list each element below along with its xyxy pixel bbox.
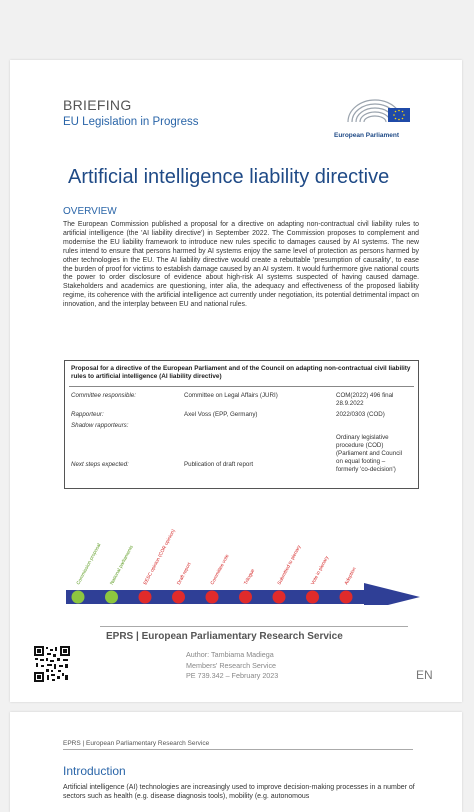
- procedure-type-1: Ordinary legislative: [336, 434, 389, 441]
- com-reference: COM(2022) 496 final: [336, 392, 394, 399]
- timeline-stage-label: Adoption: [344, 566, 358, 586]
- briefing-page-1: [10, 60, 462, 702]
- qr-code: [34, 646, 70, 682]
- footer-rule: [100, 626, 408, 627]
- next-steps-value: Publication of draft report: [184, 461, 254, 468]
- timeline-stage-label: EESC opinion (COR opinion): [143, 528, 177, 586]
- overview-text: The European Commission published a proposal for a directive on adapting non-contractual civil liability rules to artificial intelligence (the 'AI liability directive') in September 2022. The Commission proposes to complement and modernise the EU liability framework to introduce new rules specific to damages caused by AI systems. The new rules intend to ensure that persons harmed by AI systems enjoy the same level of protection as persons harmed by other technologies in the EU. The AI liability directive would create a rebuttable 'presumption of causality', to ease the burden of proof for victims to establish damage caused by an AI system. It would furthermore give national courts the power to order disclosure of evidence about high-risk AI systems suspected of having caused damage. Stakeholders and academics are questioning, inter alia, the adequacy and effectiveness of the proposed liability regime, its coherence with the artificial intelligence act currently under negotiation, its potential detrimental impact on innovation, and the interplay between EU and national rules.: [63, 221, 419, 309]
- timeline-stage-dot: [340, 591, 353, 604]
- timeline-stage-dot: [72, 591, 85, 604]
- institution-name: European Parliament: [334, 132, 400, 139]
- briefing-label: BRIEFING: [63, 97, 132, 113]
- timeline-stage-label: Vote in plenary: [310, 555, 331, 586]
- overview-heading: OVERVIEW: [63, 206, 117, 217]
- page2-header-rule: [63, 749, 413, 750]
- timeline-stage-dot: [306, 591, 319, 604]
- introduction-text: Artificial intelligence (AI) technologies are increasingly used to improve decision-making processes in a number of sectors such as health (e.g. disease diagnosis tools), mobility (e.g. autonomous: [63, 784, 415, 800]
- timeline-stage-label: Trilogue: [243, 568, 257, 586]
- timeline-stage-dot: [139, 591, 152, 604]
- shadow-rapporteurs-label: Shadow rapporteurs:: [71, 422, 129, 429]
- procedure-type-5: formerly 'co-decision'): [336, 466, 396, 473]
- eprs-footer-title: EPRS | European Parliamentary Research Service: [106, 631, 343, 642]
- rapporteur-value: Axel Voss (EPP, Germany): [184, 411, 258, 418]
- page2-running-header: EPRS | European Parliamentary Research Service: [63, 740, 210, 747]
- cod-reference: 2022/0303 (COD): [336, 411, 385, 418]
- procedure-type-3: (Parliament and Council: [336, 450, 403, 457]
- author-name: Author: Tambiama Madiega: [186, 650, 274, 659]
- committee-label: Committee responsible:: [71, 392, 136, 399]
- next-steps-label: Next steps expected:: [71, 461, 129, 468]
- timeline-stage-label: Commission proposal: [76, 542, 103, 586]
- procedure-box: [64, 360, 419, 489]
- com-date: 28.9.2022: [336, 400, 364, 407]
- author-block: [186, 650, 278, 682]
- legislative-timeline: [64, 495, 424, 605]
- timeline-stage-dot: [105, 591, 118, 604]
- procedure-type-4: on equal footing –: [336, 458, 386, 465]
- timeline-stage-dot: [206, 591, 219, 604]
- research-service: Members' Research Service: [186, 660, 277, 670]
- rapporteur-label: Rapporteur:: [71, 411, 104, 418]
- timeline-stage-dot: [239, 591, 252, 604]
- procedure-type-2: procedure (COD): [336, 442, 384, 449]
- timeline-stage-label: Submitted to plenary: [277, 544, 303, 586]
- timeline-stage-label: Committee vote: [210, 553, 231, 586]
- page-title: Artificial intelligence liability directive: [68, 166, 390, 188]
- timeline-stage-label: National parliaments: [109, 544, 135, 586]
- document-reference: PE 739.342 – February 2023: [186, 671, 279, 680]
- language-code: EN: [416, 668, 433, 682]
- timeline-stage-dot: [273, 591, 286, 604]
- introduction-heading: Introduction: [63, 764, 126, 778]
- briefing-page-2: [10, 712, 462, 812]
- series-subtitle: EU Legislation in Progress: [63, 116, 199, 128]
- procedure-divider: [69, 386, 414, 387]
- timeline-stage-label: Draft report: [176, 562, 193, 586]
- committee-value: Committee on Legal Affairs (JURI): [184, 392, 278, 399]
- procedure-title: Proposal for a directive of the European Parliament and of the Council on adapting non-contractual civil liability rules to artificial intelligence (AI liability directive): [71, 365, 411, 381]
- timeline-stage-dot: [172, 591, 185, 604]
